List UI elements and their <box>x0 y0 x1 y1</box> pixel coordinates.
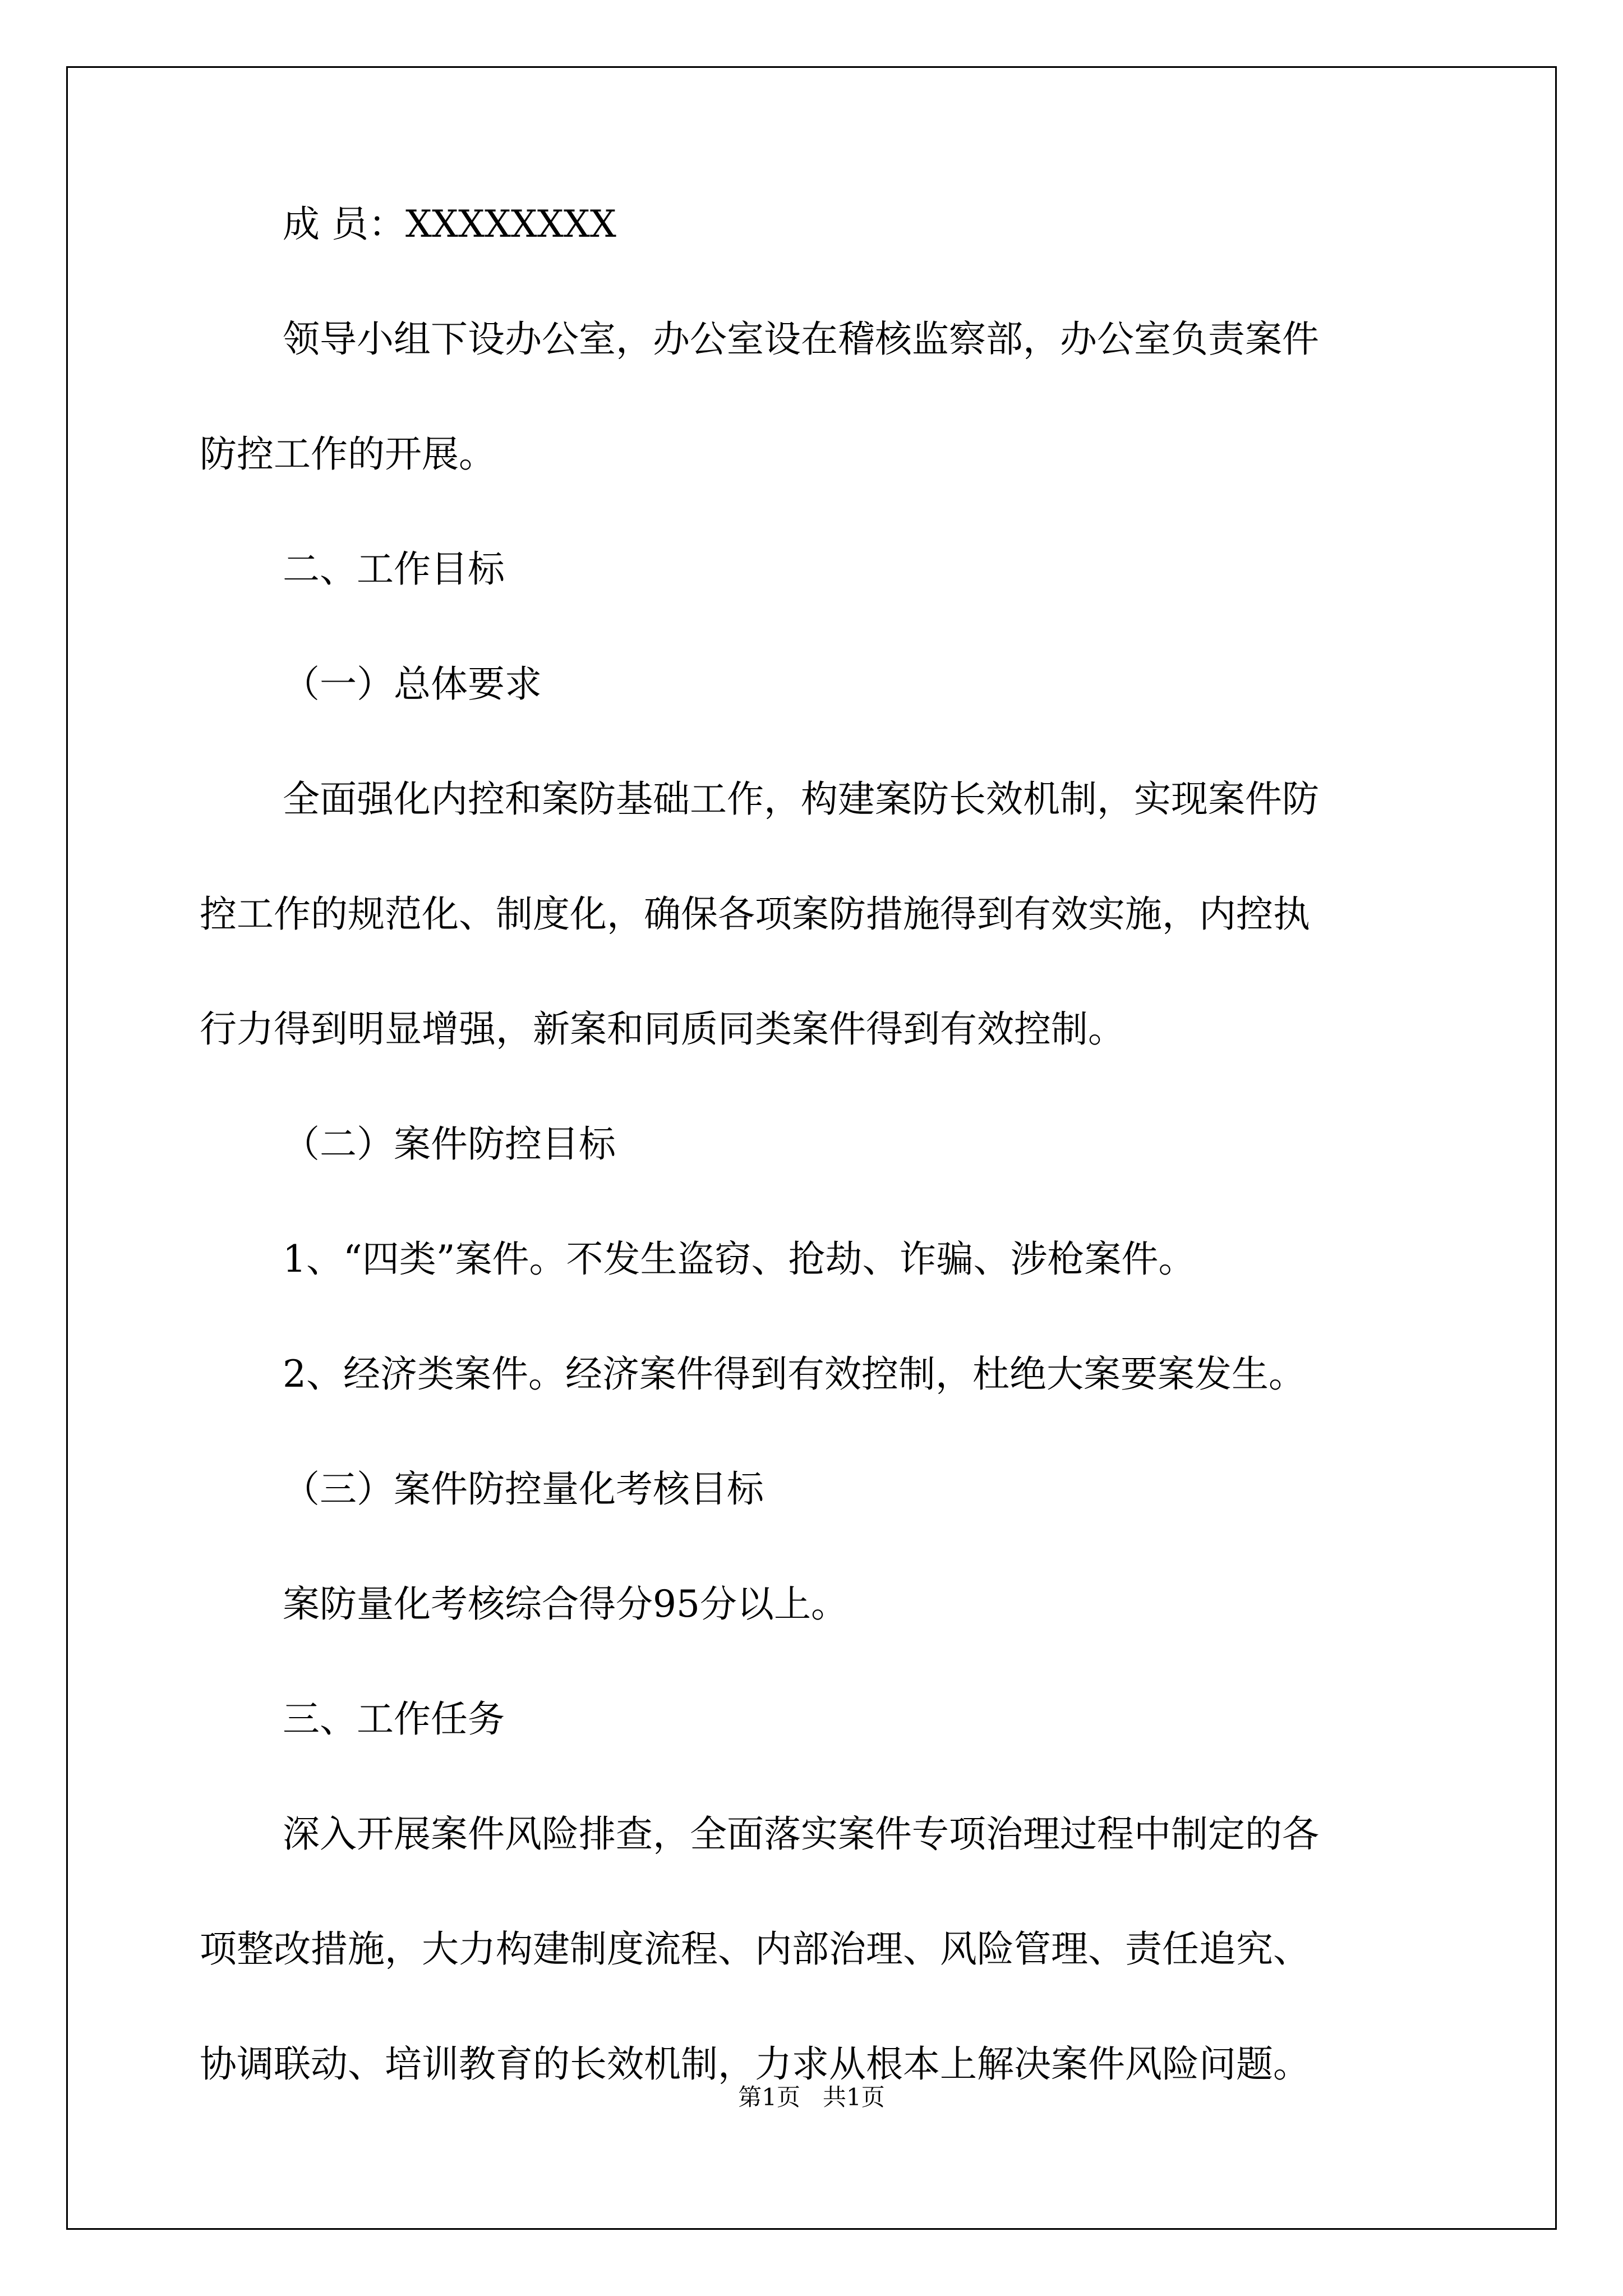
text-line: 领导小组下设办公室，办公室设在稽核监察部，办公室负责案件 <box>283 318 1319 361</box>
list-item: 2、经济类案件。经济案件得到有效控制，杜绝大案要案发生。 <box>283 1352 1306 1396</box>
subsection-heading: （一）总体要求 <box>283 662 542 706</box>
page-footer: 第1页 共1页 <box>738 2083 885 2111</box>
text-line: 全面强化内控和案防基础工作，构建案防长效机制，实现案件防 <box>283 777 1319 821</box>
section-heading: 三、工作任务 <box>283 1697 505 1741</box>
list-item: 1、“四类”案件。不发生盗窃、抢劫、诈骗、涉枪案件。 <box>283 1237 1196 1281</box>
text-line: 项整改措施，大力构建制度流程、内部治理、风险管理、责任追究、 <box>200 1927 1310 1971</box>
subsection-heading: （二）案件防控目标 <box>283 1122 616 1166</box>
text-line: 案防量化考核综合得分95分以上。 <box>283 1582 848 1626</box>
document-body <box>200 202 1433 2157</box>
text-line: 深入开展案件风险排查，全面落实案件专项治理过程中制定的各 <box>283 1812 1319 1856</box>
text-line: 成 员：XXXXXXXX <box>283 203 616 246</box>
text-line: 防控工作的开展。 <box>200 432 496 476</box>
text-line: 行力得到明显增强，新案和同质同类案件得到有效控制。 <box>200 1007 1125 1051</box>
text-line: 控工作的规范化、制度化，确保各项案防措施得到有效实施，内控执 <box>200 892 1310 936</box>
section-heading: 二、工作目标 <box>283 547 505 591</box>
subsection-heading: （三）案件防控量化考核目标 <box>283 1467 764 1511</box>
text-line: 协调联动、培训教育的长效机制，力求从根本上解决案件风险问题。 <box>200 2042 1310 2086</box>
